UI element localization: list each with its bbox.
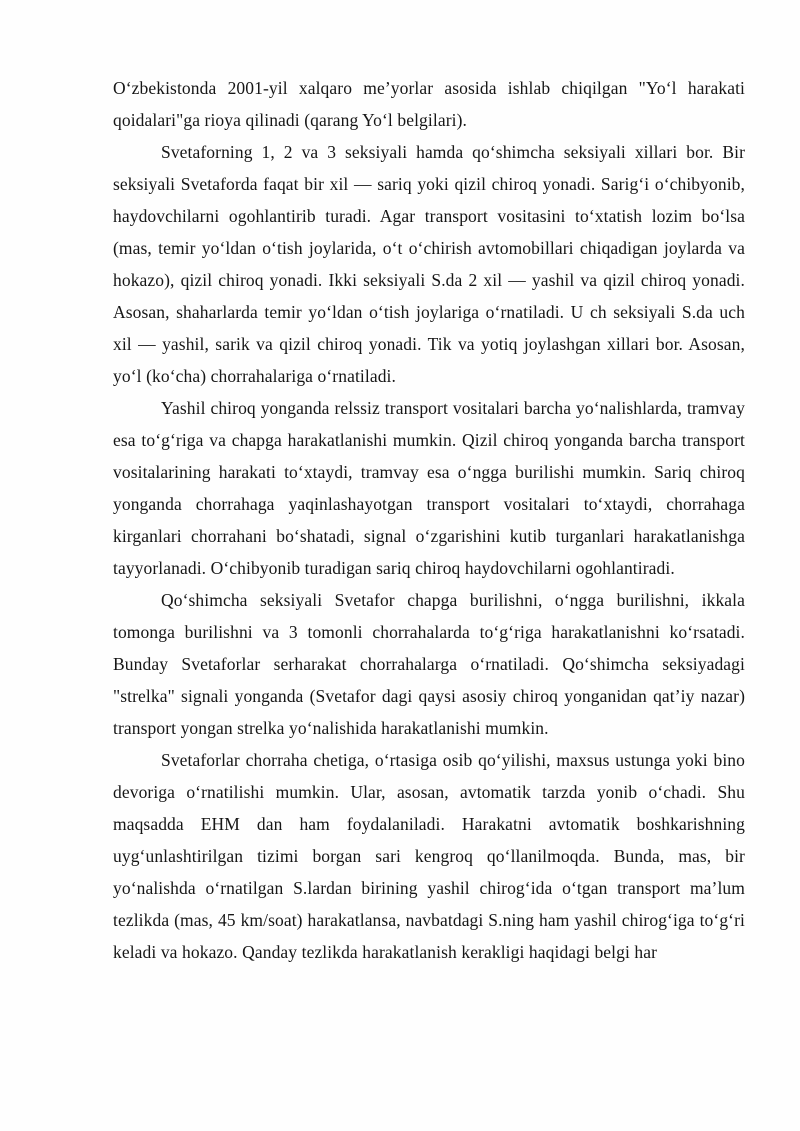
body-text	[113, 72, 745, 968]
paragraph: Oʻzbekistonda 2001-yil xalqaro meʼyorlar asosida ishlab chiqilgan "Yoʻl harakati qoidalari"ga rioya qilinadi (qarang Yoʻl belgilari).	[113, 78, 745, 130]
paragraph: Yashil chiroq yonganda relssiz transport vositalari barcha yoʻnalishlarda, tramvay esa toʻgʻriga va chapga harakatlanishi mumkin. Qizil chiroq yonganda barcha transport vositalarining harakati toʻxtaydi, tramvay esa oʻngga burilishi mumkin. Sariq chiroq yonganda chorrahaga yaqinlashayotgan transport vositalari toʻxtaydi, chorrahaga kirganlari chorrahani boʻshatadi, signal oʻzgarishini kutib turganlari harakatlanishga tayyorlanadi. Oʻchibyonib turadigan sariq chiroq haydovchilarni ogohlantiradi.	[113, 398, 745, 578]
paragraph: Svetaforlar chorraha chetiga, oʻrtasiga osib qoʻyilishi, maxsus ustunga yoki bino devoriga oʻrnatilishi mumkin. Ular, asosan, avtomatik tarzda yonib oʻchadi. Shu maqsadda EHM dan ham foydalaniladi. Harakatni avtomatik boshkarishning uygʻunlashtirilgan tizimi borgan sari kengroq qoʻllanilmoqda. Bunda, mas, bir yoʻnalishda oʻrnatilgan S.lardan birining yashil chirogʻida oʻtgan transport maʼlum tezlikda (mas, 45 km/soat) harakatlansa, navbatdagi S.ning ham yashil chirogʻiga toʻgʻri keladi va hokazo. Qanday tezlikda harakatlanish kerakligi haqidagi belgi har	[113, 750, 745, 962]
paragraph: Qoʻshimcha seksiyali Svetafor chapga burilishni, oʻngga burilishni, ikkala tomonga burilishni va 3 tomonli chorrahalarda toʻgʻriga harakatlanishni koʻrsatadi. Bunday Svetaforlar serharakat chorrahalarga oʻrnatiladi. Qoʻshimcha seksiyadagi "strelka" signali yonganda (Svetafor dagi qaysi asosiy chiroq yonganidan qatʼiy nazar) transport yongan strelka yoʻnalishida harakatlanishi mumkin.	[113, 590, 745, 738]
paragraph: Svetaforning 1, 2 va 3 seksiyali hamda qoʻshimcha seksiyali xillari bor. Bir seksiyali Svetaforda faqat bir xil — sariq yoki qizil chiroq yonadi. Sarigʻi oʻchibyonib, haydovchilarni ogohlantirib turadi. Agar transport vositasini toʻxtatish lozim boʻlsa (mas, temir yoʻldan oʻtish joylarida, oʻt oʻchirish avtomobillari chiqadigan joylarda va hokazo), qizil chiroq yonadi. Ikki seksiyali S.da 2 xil — yashil va qizil chiroq yonadi. Asosan, shaharlarda temir yoʻldan oʻtish joylariga oʻrnatiladi. U ch seksiyali S.da uch xil — yashil, sarik va qizil chiroq yonadi. Tik va yotiq joylashgan xillari bor. Asosan, yoʻl (koʻcha) chorrahalariga oʻrnatiladi.	[113, 142, 745, 386]
